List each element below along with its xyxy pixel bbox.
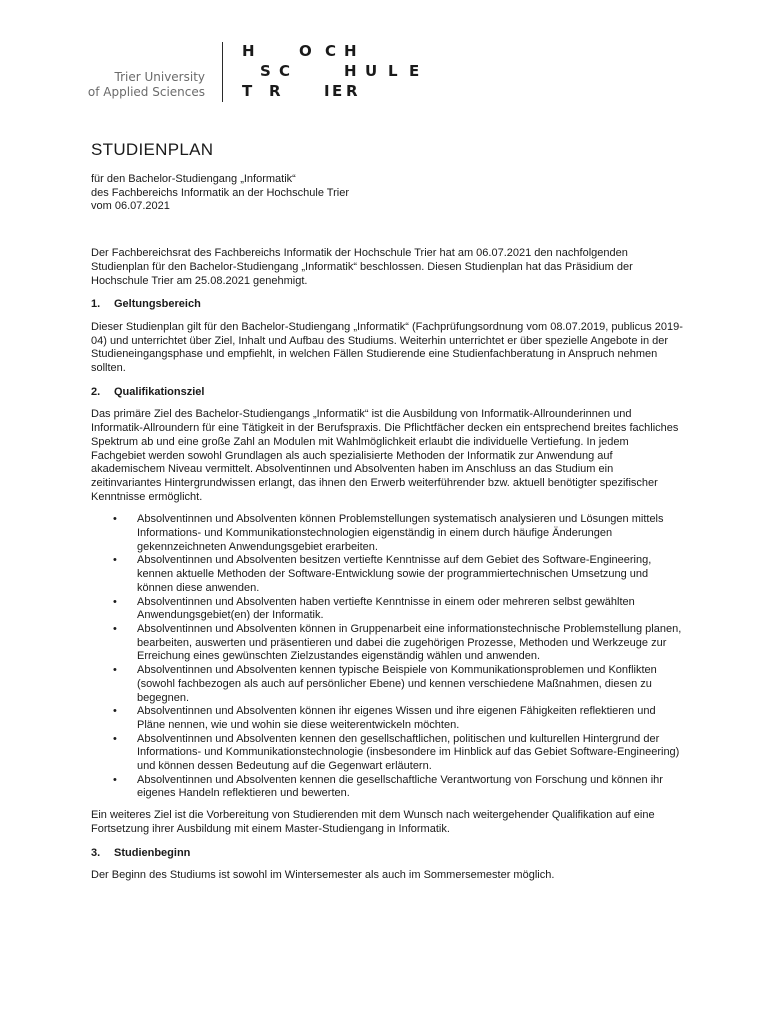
logo-letter: H [242, 42, 255, 60]
section-heading-geltungsbereich [91, 298, 683, 312]
list-item-text: Absolventinnen und Absolventen kennen den gesellschaftlichen, politischen und kulturellen Hintergrund der Informations- und Kommunikationstechnologie (insbesondere im Hinblick auf das Gebiet Software-Engineering) und können dessen Bedeutung auf die Gegenwart erläutern. [137, 732, 680, 773]
list-item [91, 705, 683, 732]
logo-letter: S [260, 62, 271, 80]
university-name [45, 70, 205, 100]
list-item [91, 623, 683, 664]
section-number: 2. [91, 385, 101, 398]
logo-letter: C [279, 62, 291, 80]
qualification-goals-list [91, 513, 683, 801]
section-title: Geltungsbereich [114, 298, 201, 311]
university-name-line2: of Applied Sciences [87, 85, 205, 99]
logo-letter: U [365, 62, 378, 80]
section-number: 3. [91, 846, 101, 859]
bullet-icon: • [113, 513, 117, 526]
document-title: STUDIENPLAN [91, 140, 214, 159]
list-item [91, 554, 683, 595]
list-item [91, 664, 683, 705]
university-name-line1: Trier University [114, 70, 205, 84]
logo-letter: T [242, 82, 253, 100]
section-heading-qualifikationsziel [91, 386, 683, 400]
section-paragraph: Das primäre Ziel des Bachelor-Studiengangs „Informatik“ ist die Ausbildung von Informatik-Allrounderinnen und Informatik-Allroundern für eine Tätigkeit in der Berufspraxis. Die Pflichtfächer decken ein entsprechend breites fachliches Spektrum ab und eine große Zahl an Modulen mit Wahlmöglichkeit erlaubt die individuelle Vertiefung. In jedem Fachgebiet werden sowohl Grundlagen als auch spezialisierte Methoden der Informatik zur Anwendung auf akademischem Niveau vermittelt. Absolventinnen und Absolventen haben im Anschluss an das Studium ein zeitinvariantes Hintergrundwissen erlangt, das ihnen den Erwerb weiterführender bzw. aktuell benötigter spezifischer Kenntnisse ermöglicht. [91, 408, 679, 503]
list-item-text: Absolventinnen und Absolventen können Problemstellungen systematisch analysieren und Lösungen mittels Informations- und Kommunikationstechnologien eigenständig in einem durch häufige Änderungen gekennzeichneten Anwendungsgebiet erarbeiten. [137, 513, 664, 553]
list-item-text: Absolventinnen und Absolventen kennen die gesellschaftliche Verantwortung von Forschung und können ihr eigenes Handeln reflektieren und bewerten. [137, 773, 663, 800]
section-title: Studienbeginn [114, 846, 191, 859]
list-item [91, 513, 683, 554]
bullet-icon: • [113, 554, 117, 567]
list-item [91, 733, 683, 774]
subtitle-line: für den Bachelor-Studiengang „Informatik“ [91, 173, 296, 185]
logo-letter: C [325, 42, 337, 60]
bullet-icon: • [113, 664, 117, 677]
section-closing-paragraph: Ein weiteres Ziel ist die Vorbereitung von Studierenden mit dem Wunsch nach weitergehender Qualifikation auf eine Fortsetzung ihrer Ausbildung mit einem Master-Studiengang in Informatik. [91, 809, 655, 835]
logo-divider [222, 42, 223, 102]
logo-letter: R [346, 82, 358, 100]
document-content [91, 140, 683, 883]
section-number: 1. [91, 298, 101, 311]
logo-letter: L [388, 62, 398, 80]
logo-letter: E [409, 62, 420, 80]
list-item-text: Absolventinnen und Absolventen haben vertiefte Kenntnisse in einem oder mehreren selbst gewählten Anwendungsgebiet(en) der Informatik. [137, 595, 635, 622]
logo-letter: H [344, 42, 357, 60]
document-subtitle [91, 173, 683, 214]
bullet-icon: • [113, 622, 117, 635]
logo-letter: O [299, 42, 312, 60]
list-item-text: Absolventinnen und Absolventen können in Gruppenarbeit eine informationstechnische Problemstellung planen, bearbeiten, auswerten und präsentieren und dabei die zugehörigen Prozesse, Methoden und Werkzeuge zur Erreichung eines gewünschten Zielzustandes eigenständig wählen und anwenden. [137, 622, 682, 663]
list-item [91, 596, 683, 623]
subtitle-line: des Fachbereichs Informatik an der Hochschule Trier [91, 186, 350, 199]
bullet-icon: • [113, 732, 117, 745]
bullet-icon: • [113, 773, 117, 786]
list-item-text: Absolventinnen und Absolventen besitzen vertiefte Kenntnisse auf dem Gebiet des Software-Engineering, kennen aktuelle Methoden der Software-Entwicklung sowie der programmiertechnischen Umsetzung und können diese anwenden. [137, 554, 652, 594]
logo-letter: I [324, 82, 330, 100]
section-heading-studienbeginn [91, 847, 683, 861]
section-paragraph: Der Beginn des Studiums ist sowohl im Wintersemester als auch im Sommersemester möglich. [91, 869, 555, 882]
bullet-icon: • [113, 705, 117, 718]
logo-letter: R [269, 82, 281, 100]
list-item [91, 774, 683, 801]
intro-paragraph: Der Fachbereichsrat des Fachbereichs Informatik der Hochschule Trier hat am 06.07.2021 den nachfolgenden Studienplan für den Bachelor-Studiengang „Informatik“ beschlossen. Diesen Studienplan hat das Präsidium der Hochschule Trier am 25.08.2021 genehmigt. [91, 247, 633, 287]
logo-letter: H [344, 62, 357, 80]
list-item-text: Absolventinnen und Absolventen kennen typische Beispiele von Kommunikationsproblemen und Konflikten (sowohl fachbezogen als auch auf persönlicher Ebene) und kennen verschiedene Maßnahmen, diesen zu begegnen. [137, 664, 657, 704]
bullet-icon: • [113, 595, 117, 608]
logo-letter: E [332, 82, 343, 100]
subtitle-line: vom 06.07.2021 [91, 200, 170, 213]
section-paragraph: Dieser Studienplan gilt für den Bachelor-Studiengang „Informatik“ (Fachprüfungsordnung vom 08.07.2019, publicus 2019-04) und unterrichtet über Ziel, Inhalt und Aufbau des Studiums. Weiterhin unterrichtet er über spezielle Angebote in der Studieneingangsphase und empfiehlt, in welchen Fällen Studierende eine Studienfachberatung in Anspruch nehmen sollten. [91, 320, 683, 375]
list-item-text: Absolventinnen und Absolventen können ihr eigenes Wissen und ihre eigenen Fähigkeiten reflektieren und Pläne nennen, wie und wohin sie diese weiterentwickeln möchten. [137, 705, 656, 731]
section-title: Qualifikationsziel [114, 385, 205, 398]
